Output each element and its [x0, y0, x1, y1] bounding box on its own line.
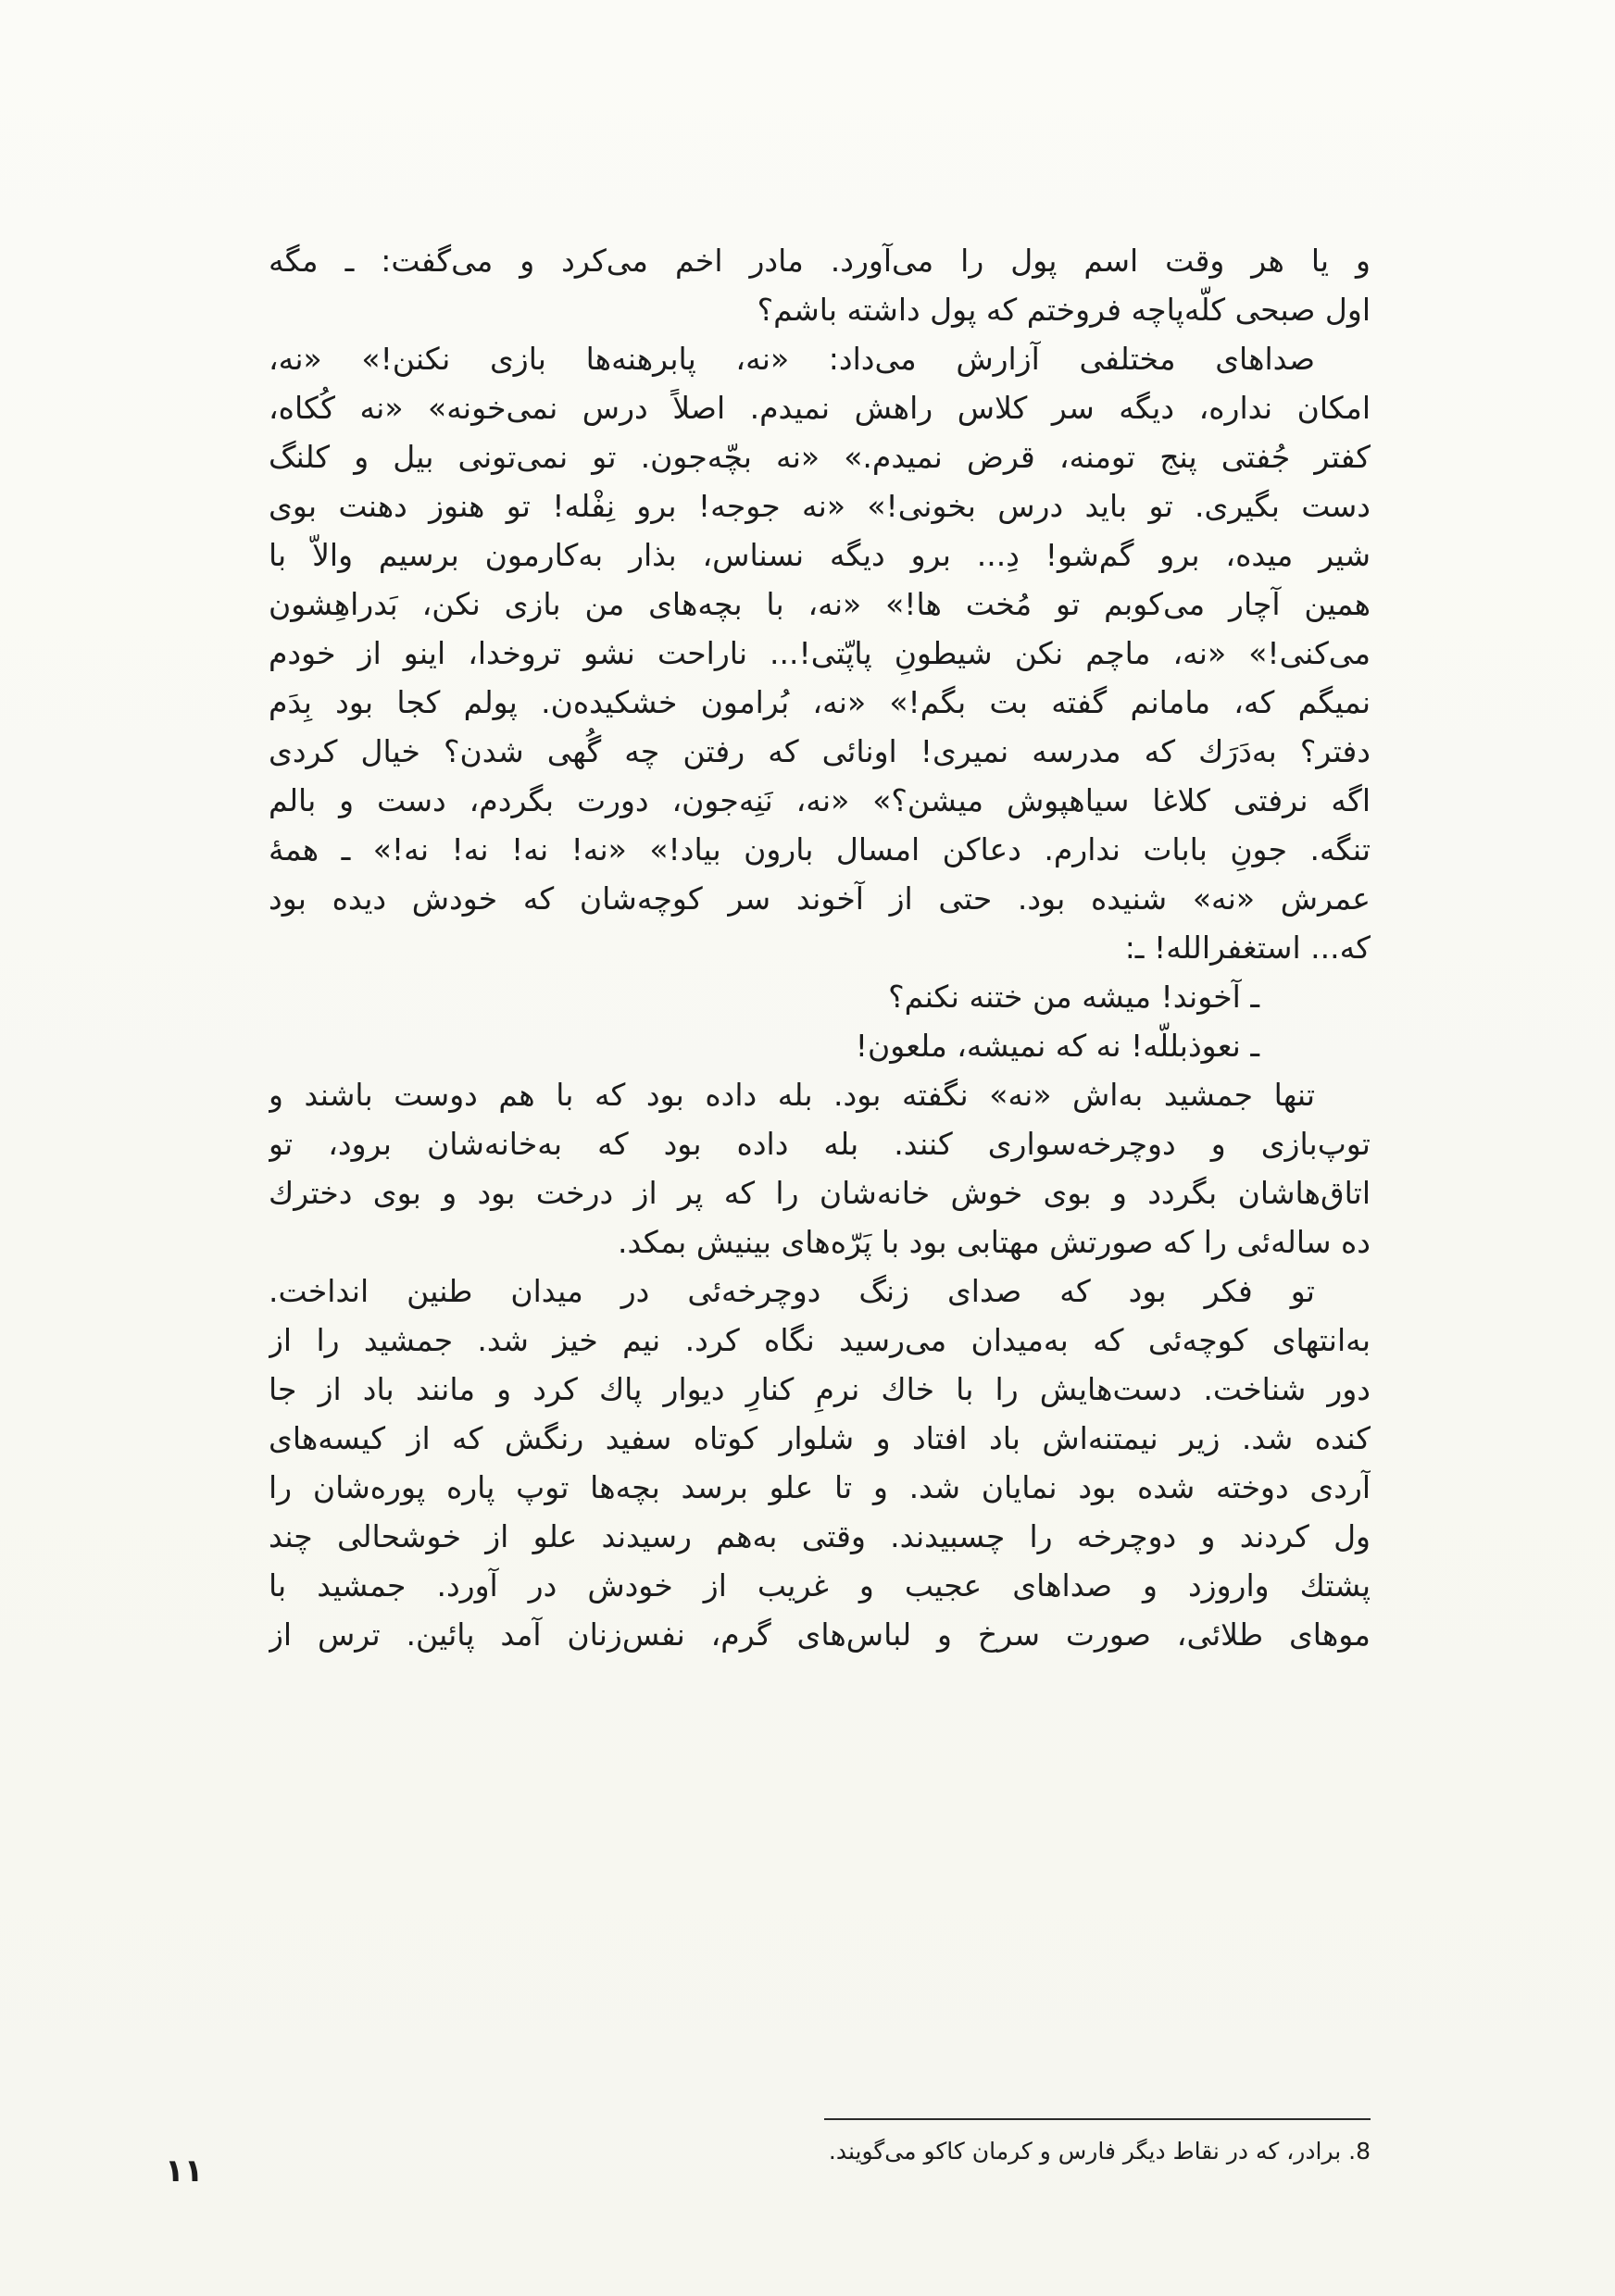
text-line: نمیگم که، مامانم گفته بت بگم!» «نه، بُرامون خشکیده‌ن. پولم کجا بود بِدَم — [269, 684, 1371, 720]
text-line: موهای طلائی، صورت سرخ و لباس‌های گرم، نفس‌زنان آمد پائین. ترس از — [269, 1616, 1371, 1653]
text-line: شیر میده، برو گم‌شو! دِ... برو دیگه نسناس، بذار به‌کارمون برسیم والاّ با — [269, 537, 1371, 573]
text-line: پشتك واروزد و صداهای عجیب و غریب از خودش در آورد. جمشید با — [269, 1567, 1371, 1603]
text-line: و یا هر وقت اسم پول را می‌آورد. مادر اخم می‌کرد و می‌گفت: ـ مگه — [269, 243, 1371, 279]
text-line: امکان نداره، دیگه سر کلاس راهش نمیدم. اصلاً درس نمی‌خونه» «نه کُکاه، — [269, 390, 1371, 426]
text-line: ـ آخوند! میشه من ختنه نکنم؟ — [888, 979, 1259, 1015]
text-line: همین آچار می‌کوبم تو مُخت ها!» «نه، با بچه‌های من بازی نکن، بَدراهِشون — [269, 586, 1371, 622]
text-line: می‌کنی!» «نه، ماچم نکن شیطونِ پاپّتی!... ناراحت نشو تروخدا، اینو از خودم — [269, 635, 1371, 671]
text-line: ول کردند و دوچرخه را چسبیدند. وقتی به‌هم رسیدند علو از خوشحالی چند — [269, 1518, 1371, 1554]
text-line: که... استغفرالله! ـ: — [1124, 930, 1371, 966]
text-line: عمرش «نه» شنیده بود. حتی از آخوند سر کوچه‌شان که خودش دیده بود — [269, 880, 1371, 917]
text-line: آردی دوخته شده بود نمایان شد. و تا علو برسد بچه‌ها توپ پاره پوره‌شان را — [269, 1469, 1371, 1505]
text-line: ـ نعوذبللّه! نه که نمیشه، ملعون! — [855, 1028, 1259, 1064]
text-line: دفتر؟ به‌دَرَك که مدرسه نمیری! اونائی که رفتن چه گُهی شدن؟ خیال کردی — [269, 733, 1371, 769]
text-line: دست بگیری. تو باید درس بخونی!» «نه جوجه! برو نِفْله! تو هنوز دهنت بوی — [269, 488, 1371, 524]
footnote: 8. برادر، که در نقاط دیگر فارس و کرمان کاکو می‌گویند. — [828, 2138, 1371, 2165]
text-line: تنگه. جونِ بابات ندارم. دعاکن امسال بارون بیاد!» «نه! نه! نه! نه!» ـ همهٔ — [269, 831, 1371, 867]
text-line: ده ساله‌ئی را که صورتش مهتابی بود با پَرّه‌های بینیش بمکد. — [618, 1224, 1371, 1260]
text-line: دور شناخت. دست‌هایش را با خاك نرمِ کنارِ دیوار پاك کرد و مانند باد از جا — [269, 1371, 1371, 1407]
text-line: توپ‌بازی و دوچرخه‌سواری کنند. بله داده بود که به‌خانه‌شان برود، تو — [269, 1126, 1371, 1162]
text-line: اتاق‌هاشان بگردد و بوی خوش خانه‌شان را که پر از درخت بود و بوی دخترك — [269, 1175, 1371, 1211]
text-line: صداهای مختلفی آزارش می‌داد: «نه، پابرهنه‌ها بازی نکنن!» «نه، — [269, 341, 1315, 377]
text-line: اگه نرفتی کلاغا سیاهپوش میشن؟» «نه، نَنِه‌جون، دورت بگردم، دست و بالم — [269, 782, 1371, 818]
text-line: اول صبحی کلّه‌پاچه فروختم که پول داشته باشم؟ — [757, 292, 1371, 328]
text-line: تنها جمشید به‌اش «نه» نگفته بود. بله داده بود که با هم دوست باشند و — [269, 1077, 1315, 1113]
text-line: کفتر جُفتی پنج تومنه، قرض نمیدم.» «نه بچّه‌جون. تو نمی‌تونی بیل و کلنگ — [269, 439, 1371, 475]
page-number: ۱۱ — [165, 2152, 204, 2190]
body-text — [269, 236, 1371, 1659]
text-line: به‌انتهای کوچه‌ئی که به‌میدان می‌رسید نگاه کرد. نیم خیز شد. جمشید را از — [269, 1322, 1371, 1358]
text-line: تو فکر بود که صدای زنگ دوچرخه‌ئی در میدان طنین انداخت. — [269, 1273, 1315, 1309]
footnote-divider — [824, 2118, 1371, 2120]
text-line: کنده شد. زیر نیمتنه‌اش باد افتاد و شلوار کوتاه سفید رنگش که از کیسه‌های — [269, 1420, 1371, 1456]
